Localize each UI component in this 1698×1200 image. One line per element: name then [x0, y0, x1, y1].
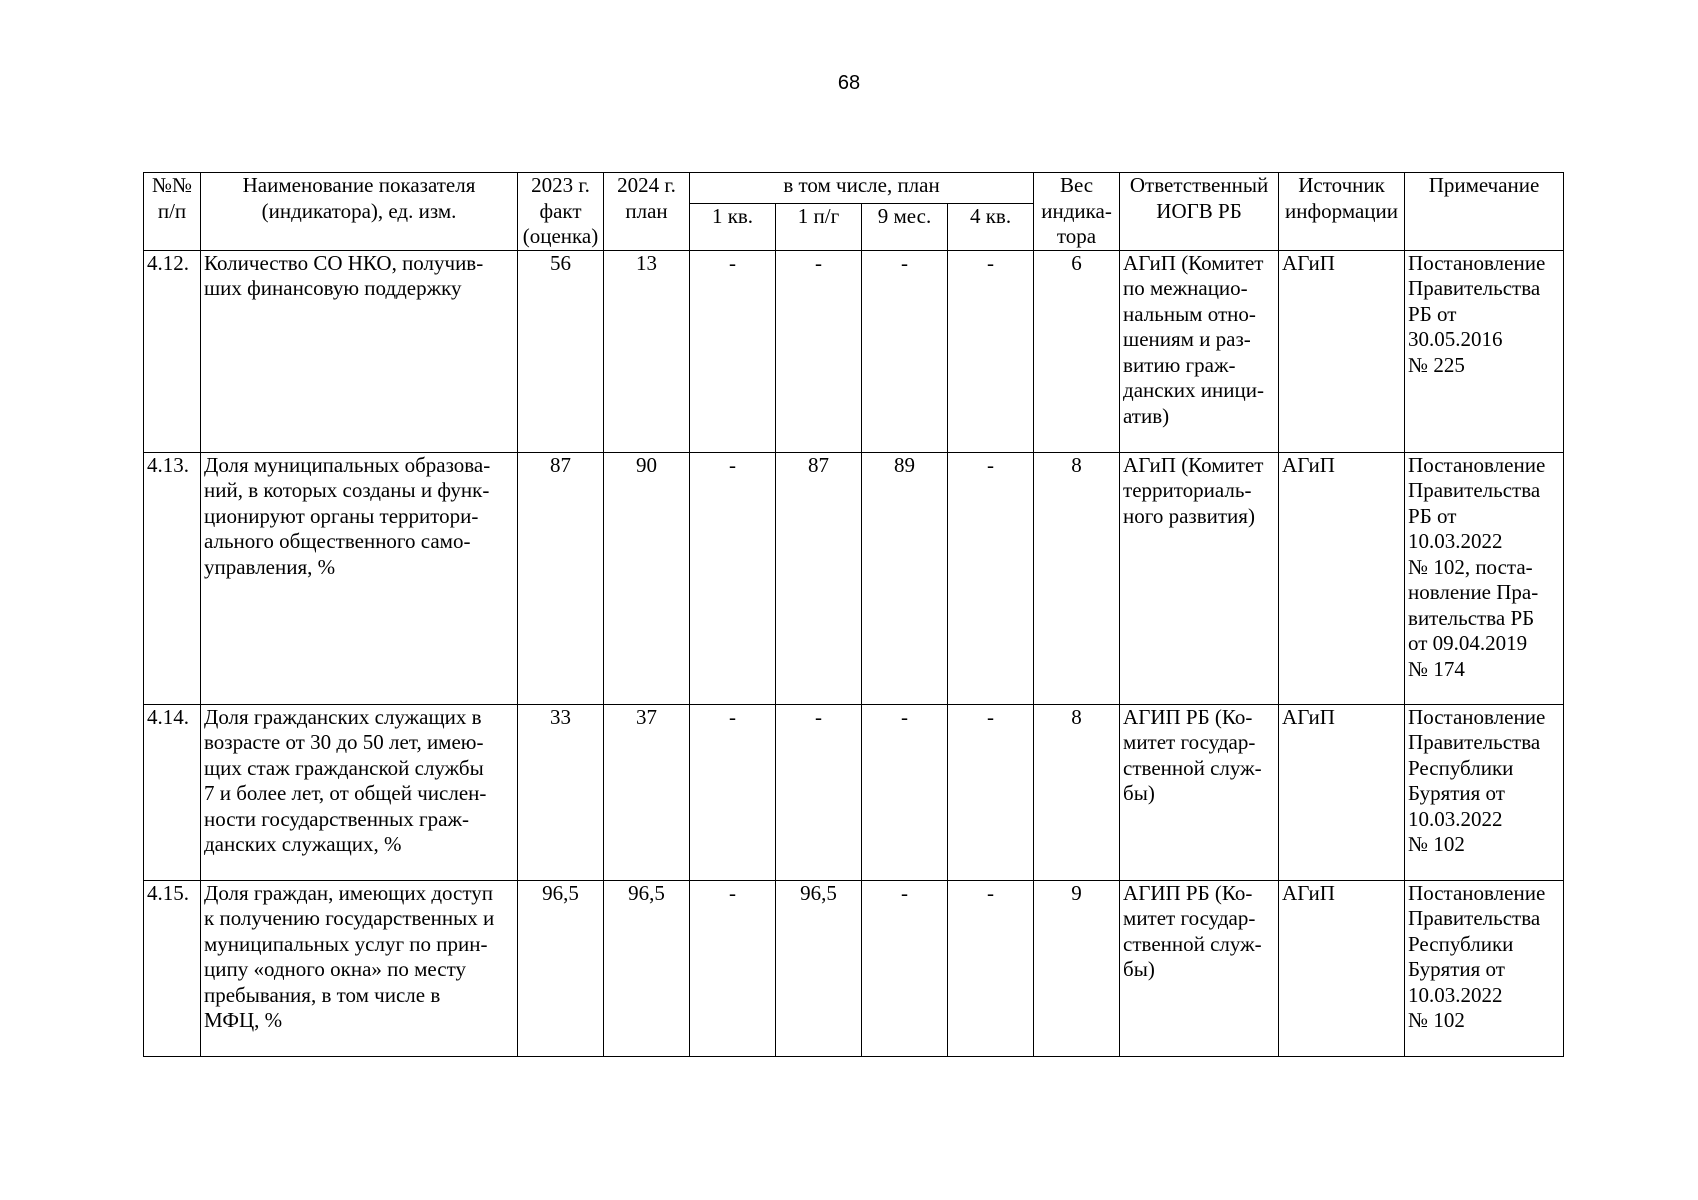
row-h1: -: [776, 250, 862, 452]
row-responsible: АГиП (Комитет по межнацио- нальным отно- шениям и раз- витию граж- данских иници- атив): [1120, 250, 1279, 452]
row-q4: -: [948, 250, 1034, 452]
row-q1: -: [690, 250, 776, 452]
header-plan-group: в том числе, план: [690, 173, 1034, 204]
row-source: АГиП: [1279, 452, 1405, 704]
row-9m: -: [862, 880, 948, 1056]
row-2024: 96,5: [604, 880, 690, 1056]
row-q1: -: [690, 880, 776, 1056]
header-num: №№ п/п: [144, 173, 201, 251]
row-name: Доля граждан, имеющих доступ к получению государственных и муниципальных услуг по прин- ципу «одного окна» по месту пребывания, в том числе в МФЦ, %: [201, 880, 518, 1056]
table-row: [144, 452, 1564, 704]
row-2023: 56: [518, 250, 604, 452]
table-row: [144, 880, 1564, 1056]
row-note: Постановление Правительства Республики Бурятия от 10.03.2022 № 102: [1405, 880, 1564, 1056]
row-num: 4.12.: [144, 250, 201, 452]
page-number: 68: [837, 72, 861, 94]
row-weight: 6: [1034, 250, 1120, 452]
row-name: Доля гражданских служащих в возрасте от 30 до 50 лет, имею- щих стаж гражданской службы 7 и более лет, от общей числен- ности государственных граж- данских служащих, %: [201, 704, 518, 880]
row-h1: 87: [776, 452, 862, 704]
header-h1: 1 п/г: [776, 203, 862, 250]
header-responsible: Ответственный ИОГВ РБ: [1120, 173, 1279, 251]
row-2023: 33: [518, 704, 604, 880]
table-row: [144, 704, 1564, 880]
row-2024: 90: [604, 452, 690, 704]
row-9m: 89: [862, 452, 948, 704]
row-note: Постановление Правительства РБ от 10.03.2022 № 102, поста- новление Пра- вительства РБ от 09.04.2019 № 174: [1405, 452, 1564, 704]
header-source: Источник информации: [1279, 173, 1405, 251]
row-name: Доля муниципальных образова- ний, в которых созданы и функ- ционируют органы территори- ального общественного само- управления, %: [201, 452, 518, 704]
table-row: [144, 250, 1564, 452]
header-2023: 2023 г. факт (оценка): [518, 173, 604, 251]
row-weight: 8: [1034, 452, 1120, 704]
row-9m: -: [862, 250, 948, 452]
row-2023: 87: [518, 452, 604, 704]
header-row: [144, 173, 1564, 204]
row-q1: -: [690, 452, 776, 704]
row-q4: -: [948, 704, 1034, 880]
header-weight: Вес индика- тора: [1034, 173, 1120, 251]
header-name: Наименование показателя (индикатора), ед. изм.: [201, 173, 518, 251]
row-h1: -: [776, 704, 862, 880]
row-q1: -: [690, 704, 776, 880]
row-name: Количество СО НКО, получив- ших финансовую поддержку: [201, 250, 518, 452]
row-q4: -: [948, 880, 1034, 1056]
row-source: АГиП: [1279, 250, 1405, 452]
row-responsible: АГИП РБ (Ко- митет государ- ственной служ- бы): [1120, 704, 1279, 880]
row-h1: 96,5: [776, 880, 862, 1056]
row-note: Постановление Правительства РБ от 30.05.2016 № 225: [1405, 250, 1564, 452]
row-2023: 96,5: [518, 880, 604, 1056]
row-num: 4.15.: [144, 880, 201, 1056]
header-q1: 1 кв.: [690, 203, 776, 250]
row-source: АГиП: [1279, 704, 1405, 880]
row-note: Постановление Правительства Республики Бурятия от 10.03.2022 № 102: [1405, 704, 1564, 880]
row-weight: 9: [1034, 880, 1120, 1056]
header-q4: 4 кв.: [948, 203, 1034, 250]
header-2024: 2024 г. план: [604, 173, 690, 251]
table-body: [144, 250, 1564, 1056]
header-9m: 9 мес.: [862, 203, 948, 250]
header-note: Примечание: [1405, 173, 1564, 251]
row-source: АГиП: [1279, 880, 1405, 1056]
row-2024: 13: [604, 250, 690, 452]
indicators-table: [143, 172, 1564, 1057]
row-q4: -: [948, 452, 1034, 704]
row-2024: 37: [604, 704, 690, 880]
row-num: 4.14.: [144, 704, 201, 880]
row-weight: 8: [1034, 704, 1120, 880]
row-9m: -: [862, 704, 948, 880]
row-responsible: АГиП (Комитет территориаль- ного развития): [1120, 452, 1279, 704]
row-num: 4.13.: [144, 452, 201, 704]
row-responsible: АГИП РБ (Ко- митет государ- ственной служ- бы): [1120, 880, 1279, 1056]
